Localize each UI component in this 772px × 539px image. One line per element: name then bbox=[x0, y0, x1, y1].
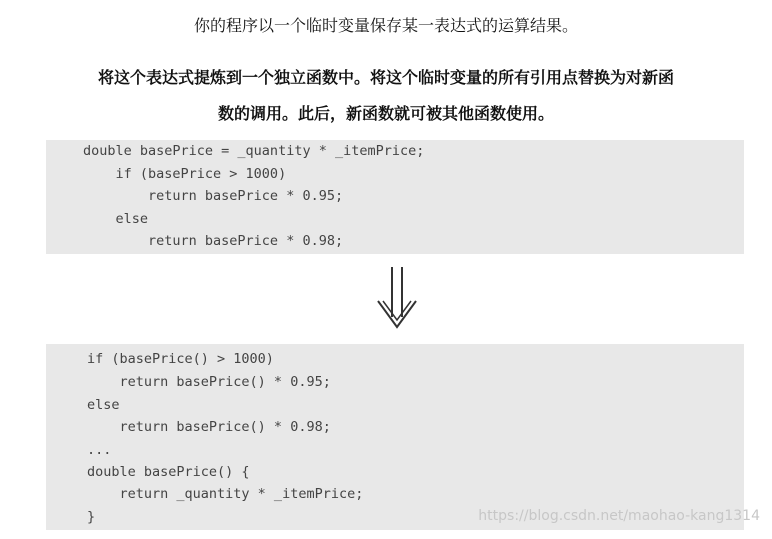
refactoring-description bbox=[22, 60, 750, 132]
description-line-1: 将这个表达式提炼到一个独立函数中。将这个临时变量的所有引用点替换为对新函 bbox=[97, 68, 674, 87]
code-before-block bbox=[46, 140, 744, 254]
code-line: double basePrice = _quantity * _itemPrice; bbox=[83, 143, 425, 159]
problem-statement: 你的程序以一个临时变量保存某一表达式的运算结果。 bbox=[193, 16, 578, 35]
double-down-arrow-icon bbox=[372, 265, 422, 331]
code-line: else bbox=[83, 211, 149, 227]
code-line: return basePrice * 0.98; bbox=[83, 233, 344, 249]
code-line: if (basePrice > 1000) bbox=[83, 166, 287, 182]
code-line: if (basePrice() > 1000) bbox=[87, 351, 274, 367]
code-line: ... bbox=[87, 442, 112, 458]
code-line: return basePrice() * 0.95; bbox=[87, 374, 331, 390]
code-line: return basePrice * 0.95; bbox=[83, 188, 344, 204]
description-line-2: 数的调用。此后，新函数就可被其他函数使用。 bbox=[217, 104, 554, 123]
code-line: return _quantity * _itemPrice; bbox=[87, 486, 364, 502]
code-line: double basePrice() { bbox=[87, 464, 250, 480]
code-line: } bbox=[87, 509, 96, 525]
code-after-block bbox=[46, 344, 744, 530]
watermark: https://blog.csdn.net/maohao-kang1314 bbox=[478, 508, 760, 524]
code-line: else bbox=[87, 397, 120, 413]
code-line: return basePrice() * 0.98; bbox=[87, 419, 331, 435]
